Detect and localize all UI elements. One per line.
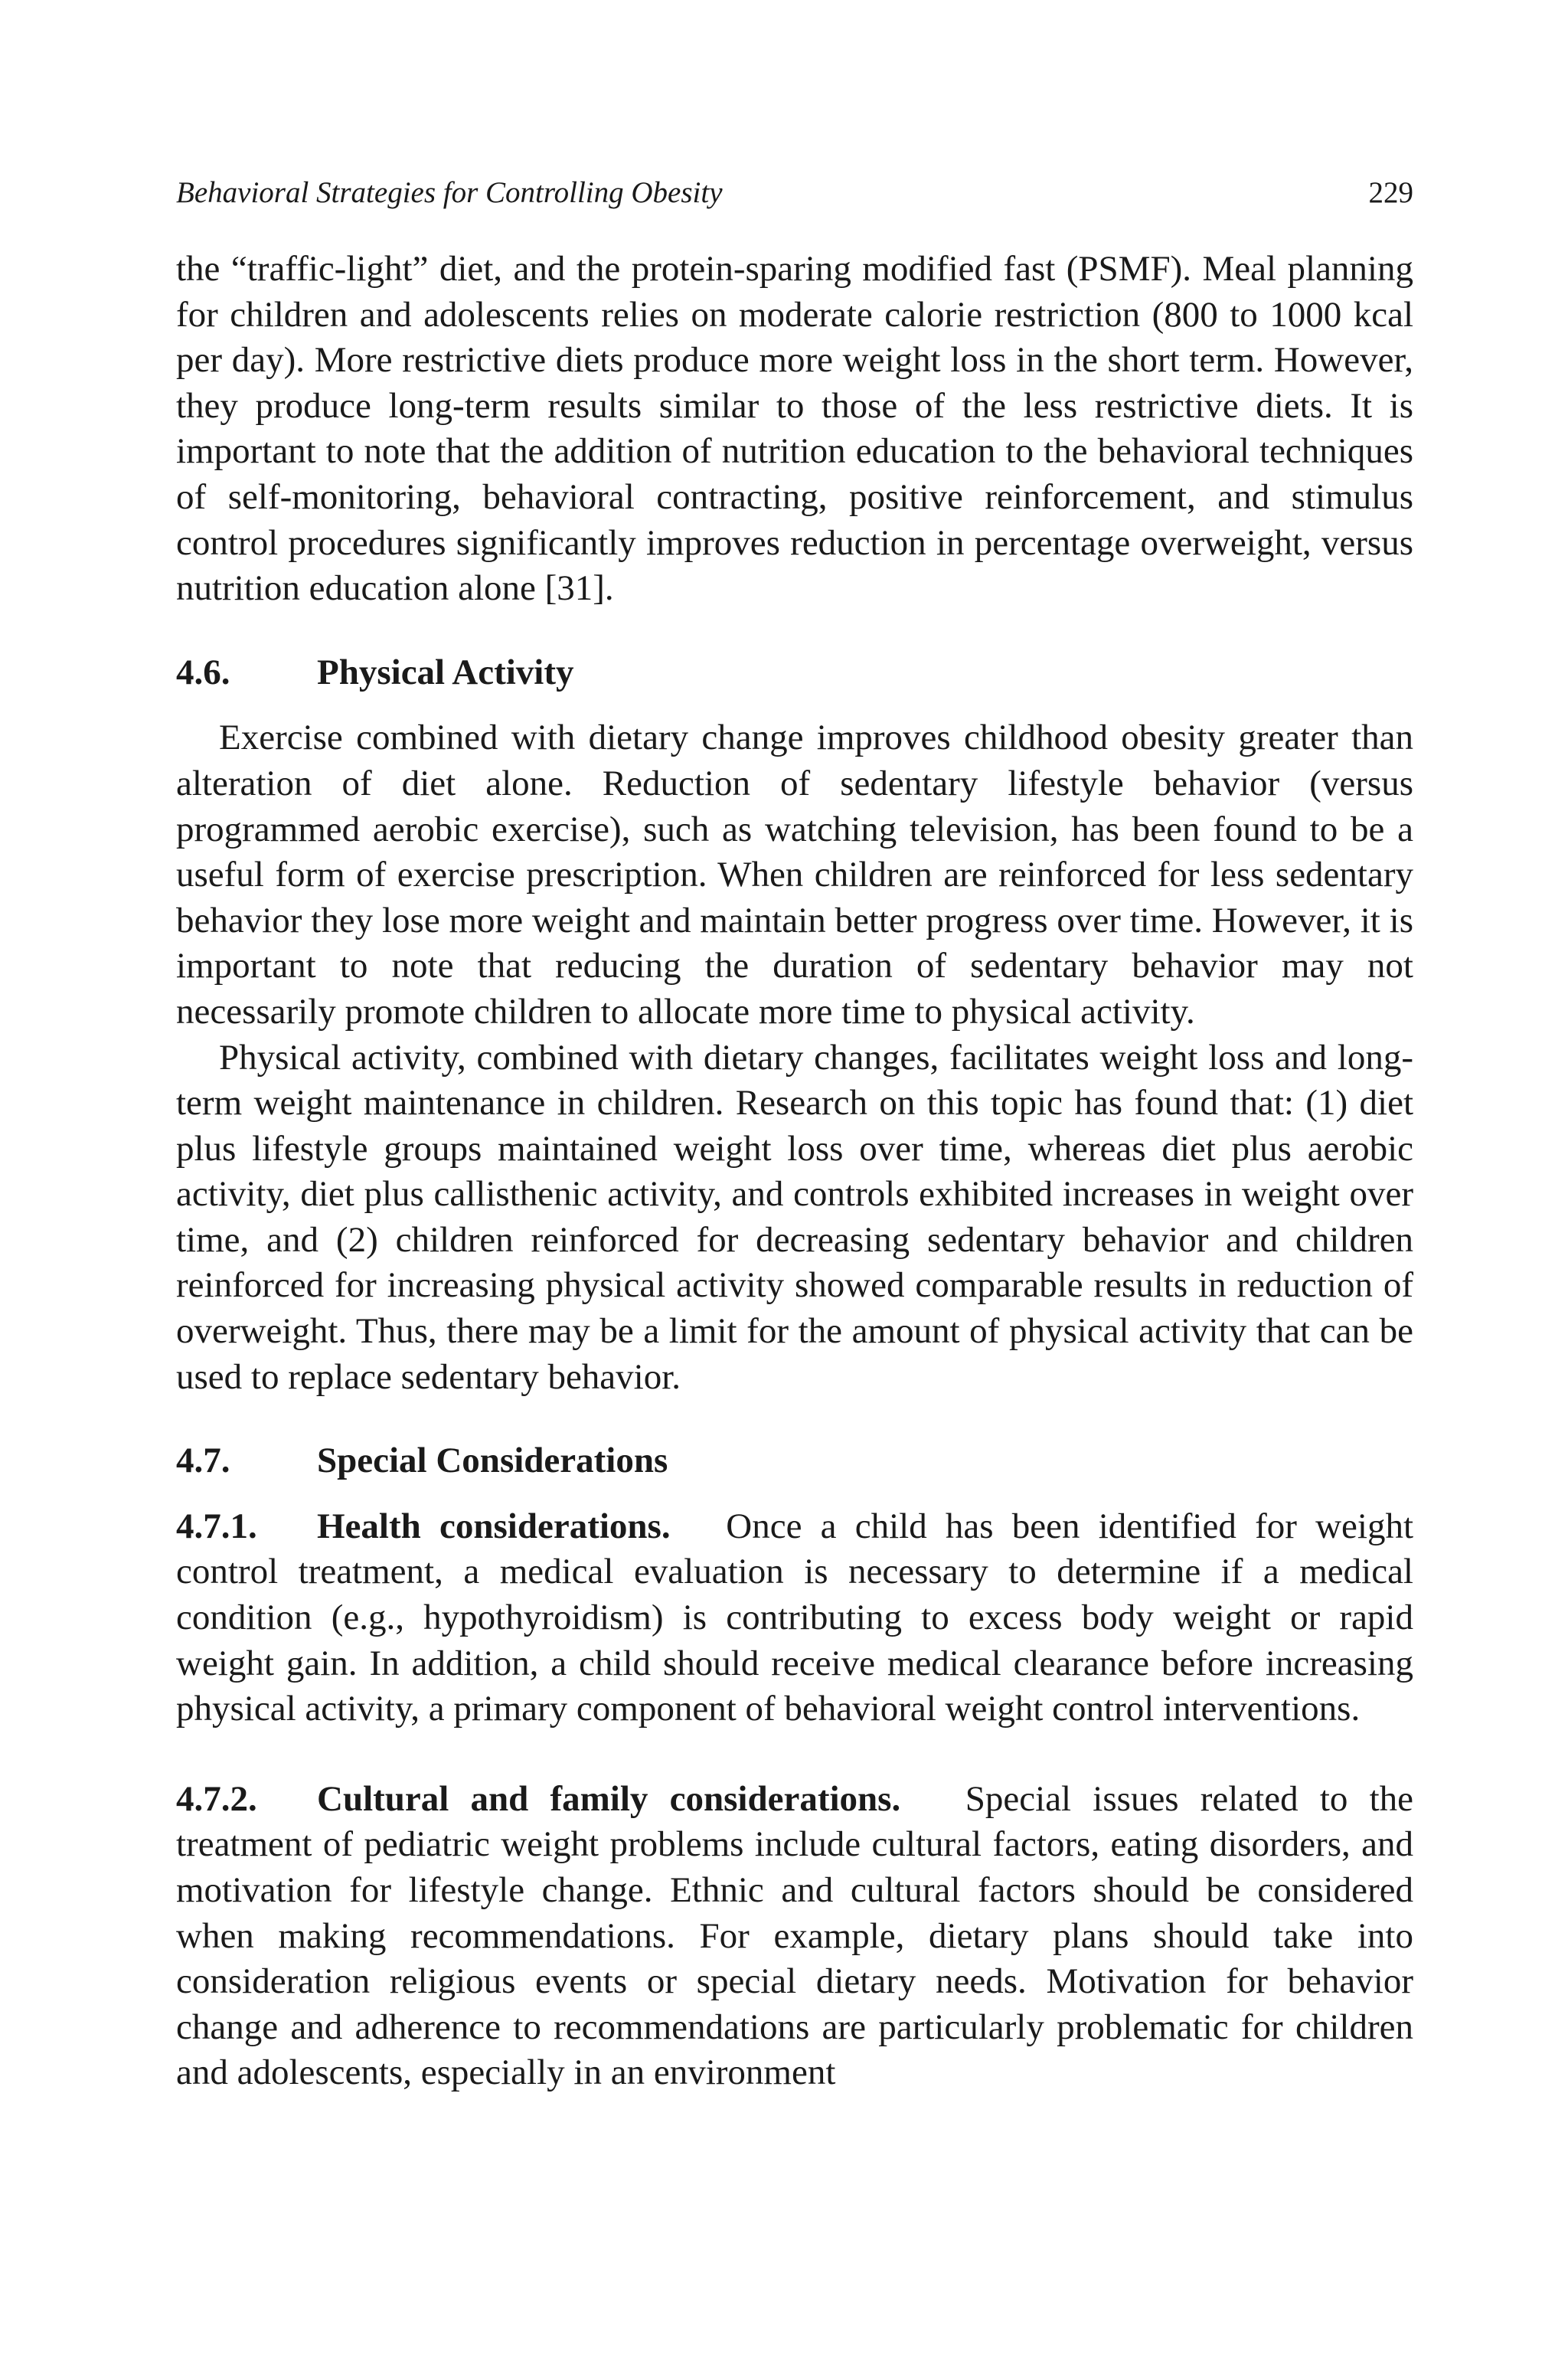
subsection-text: Special issues related to the treatment of pediatric weight problems include cultural factors, eating disorders, and motivation for lifestyle change. Ethnic and cultural factors should be considered when making recommendations. For example, dietary plans should take into consideration religious events or special dietary needs. Motivation for behavior change and adherence to recommendations are particularly problematic for children and adolescents, especially in an environment — [176, 1778, 1413, 2093]
section-number: 4.7. — [176, 1441, 230, 1481]
section-heading-4-6 — [176, 650, 1413, 696]
continued-paragraph: the “traffic-light” diet, and the protein-sparing modified fast (PSMF). Meal planning for children and adolescents relies on moderate calorie restriction (800 to 1000 kcal per day). More restrictive diets produce more weight loss in the short term. However, they produce long-term results similar to those of the less restrictive diets. It is important to note that the addition of nutrition education to the behavioral techniques of self-monitoring, behavioral contracting, positive reinforcement, and stimulus control procedures significantly improves reduction in percentage overweight, versus nutrition education alone [31]. — [176, 249, 1413, 609]
running-title: Behavioral Strategies for Controlling Obesity — [176, 176, 723, 209]
subsection-cultural — [176, 1777, 1413, 2096]
spacer — [176, 1732, 1413, 1777]
paragraph: Physical activity, combined with dietary changes, facilitates weight loss and long-term weight maintenance in children. Research on this topic has found that: (1) diet plus lifestyle groups maintained weight loss over time, whereas diet plus aerobic activity, diet plus callisthenic activity, and controls exhibited increases in weight over time, and (2) children reinforced for decreasing sedentary behavior and children reinforced for increasing physical activity showed comparable results in reduction of overweight. Thus, there may be a limit for the amount of physical activity that can be used to replace sedentary behavior. — [176, 1037, 1413, 1397]
body-text — [176, 247, 1413, 2096]
paragraph: Exercise combined with dietary change improves childhood obesity greater than alteration of diet alone. Reduction of sedentary lifestyle behavior (versus programmed aerobic exercise), such as watching television, has been found to be a useful form of exercise prescription. When children are reinforced for less sedentary behavior they lose more weight and maintain better progress over time. However, it is important to note that reducing the duration of sedentary behavior may not necessarily promote children to allocate more time to physical activity. — [176, 718, 1413, 1032]
section-number: 4.6. — [176, 652, 230, 692]
subsection-number: 4.7.2. — [176, 1778, 257, 1819]
subsection-title: Cultural and family considerations. — [317, 1778, 901, 1819]
subsection-heading — [176, 1779, 900, 1819]
section-title: Physical Activity — [317, 652, 574, 692]
subsection-text: Once a child has been identified for weight control treatment, a medical evaluation is necessary to determine if a medical condition (e.g., hypothyroidism) is contributing to excess body weight or rapid weight gain. In addition, a child should receive medical clearance before increasing physical activity, a primary component of behavioral weight control interventions. — [176, 1506, 1414, 1729]
subsection-title: Health considerations. — [317, 1506, 671, 1546]
section-heading-4-7 — [176, 1438, 1413, 1484]
subsection-heading — [176, 1506, 671, 1546]
book-page — [176, 0, 1413, 2368]
running-header — [176, 170, 1413, 216]
subsection-number: 4.7.1. — [176, 1506, 257, 1546]
page-number: 229 — [1368, 176, 1413, 209]
subsection-health — [176, 1504, 1413, 1732]
section-title: Special Considerations — [317, 1441, 668, 1481]
